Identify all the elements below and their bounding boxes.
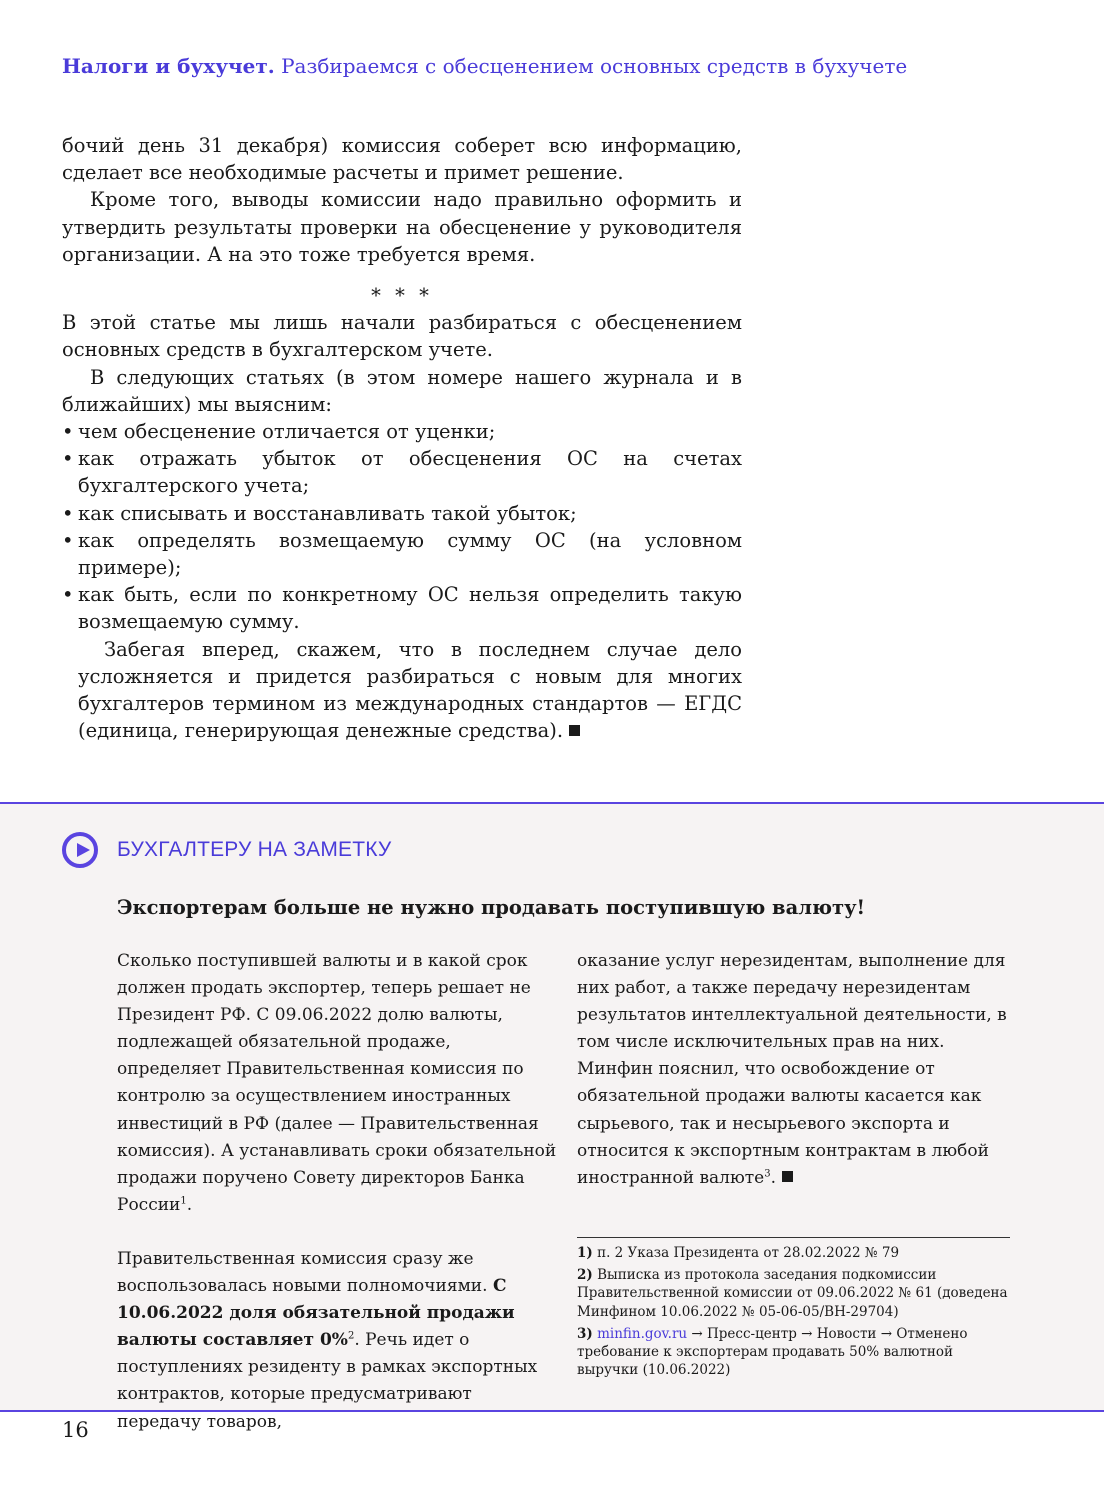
footnote-text: п. 2 Указа Президента от 28.02.2022 № 79 <box>597 1245 900 1261</box>
footnote <box>577 1266 1017 1321</box>
list-item: • чем обесценение отличается от уценки; <box>62 418 742 445</box>
footnote-divider <box>577 1237 1010 1238</box>
paragraph: Кроме того, выводы комиссии надо правильно оформить и утвердить результаты проверки на обесценение у руководителя организации. А на это тоже требуется время. <box>62 188 742 266</box>
paragraph-text: Сколько поступившей валюты и в какой срок должен продать экспортер, теперь решает не Президент РФ. С 09.06.2022 долю валюты, подлежащей обязательной продаже, определяет Правительственная комиссия по контролю за осуществлением иностранных инвестиций в РФ (далее — Правительственная комиссия). А устанавливать сроки обязательной продажи поручено Совету директоров Банка России <box>117 951 557 1215</box>
minfin-link[interactable]: minfin.gov.ru <box>597 1325 688 1342</box>
paragraph <box>117 1246 557 1436</box>
paragraph <box>577 948 1017 1192</box>
paragraph <box>117 948 557 1219</box>
end-mark-icon <box>782 1171 793 1182</box>
play-icon <box>62 832 98 868</box>
highlight-text: С 10.06.2022 доля обязательной продажи валюты составляет 0% <box>117 1276 515 1351</box>
footnote-text: → Пресс-центр → Новости → Отменено требование к экспортерам продавать 50% валютной выручки (10.06.2022) <box>577 1325 968 1379</box>
paragraph <box>62 636 742 745</box>
running-header <box>62 52 1062 80</box>
footnote-number: 1) <box>577 1245 593 1261</box>
box-column-right <box>577 948 1017 1192</box>
closing-text: Забегая вперед, скажем, что в последнем случае дело усложняется и придется разбираться с новым для многих бухгалтеров термином из международных стандартов — ЕГДС (единица, генерирующая денежные средства). <box>78 637 742 743</box>
header-section: Налоги и бухучет. <box>62 54 275 78</box>
footnote-number: 2) <box>577 1267 593 1284</box>
paragraph-text: оказание услуг нерезидентам, выполнение для них работ, а также передачу нерезидентам результатов интеллектуальной деятельности, в том числе исключительных прав на них. Минфин пояснил, что освобождение от обязательной продажи валюты касается как сырьевого, так и несырьевого экспорта и относится к экспортным контрактам в любой иностранной валюте <box>577 951 1007 1188</box>
list-item: • как быть, если по конкретному ОС нельзя определить такую возмещаемую сумму. <box>62 581 742 635</box>
footnote <box>577 1244 1017 1262</box>
paragraph: бочий день 31 декабря) комиссия соберет всю информацию, сделает все необходимые расчеты и примет решение. <box>62 134 742 185</box>
article-body <box>62 132 742 744</box>
footnote-ref: 3 <box>764 1168 771 1180</box>
paragraph-text: . Речь идет о поступлениях резиденту в рамках экспортных контрактов, которые предусматривают передачу товаров, <box>117 1330 538 1432</box>
section-separator: * * * <box>371 284 433 308</box>
footnote-text: Выписка из протокола заседания подкомиссии Правительственной комиссии от 09.06.2022 № 61 (доведена Минфином 10.06.2022 № 05-06-05/ВН-29704) <box>577 1267 1008 1320</box>
paragraph-text: . <box>770 1167 777 1188</box>
end-mark-icon <box>569 725 580 736</box>
footnote-ref: 2 <box>347 1330 355 1342</box>
paragraph-text: Правительственная комиссия сразу же воспользовалась новыми полномочиями. <box>117 1248 493 1297</box>
list-item: • как списывать и восстанавливать такой убыток; <box>62 500 742 527</box>
paragraph: В этой статье мы лишь начали разбираться с обесценением основных средств в бухгалтерском учете. <box>62 311 742 362</box>
page-number: 16 <box>62 1418 89 1442</box>
paragraph-text: . <box>186 1194 193 1215</box>
footnotes <box>577 1244 1017 1383</box>
box-label: БУХГАЛТЕРУ НА ЗАМЕТКУ <box>117 838 392 861</box>
box-title: Экспортерам больше не нужно продавать поступившую валюту! <box>117 896 866 919</box>
box-column-left <box>117 948 557 1436</box>
list-item: • как определять возмещаемую сумму ОС (на условном примере); <box>62 527 742 581</box>
paragraph: В следующих статьях (в этом номере нашего журнала и в ближайших) мы выясним: <box>62 365 742 416</box>
footnote <box>577 1325 1017 1380</box>
footnote-ref: 1 <box>180 1195 187 1207</box>
header-title: Разбираемся с обесценением основных средств в бухучете <box>281 54 908 78</box>
footnote-number: 3) <box>577 1325 593 1342</box>
topics-list <box>62 418 742 636</box>
list-item: • как отражать убыток от обесценения ОС на счетах бухгалтерского учета; <box>62 445 742 499</box>
